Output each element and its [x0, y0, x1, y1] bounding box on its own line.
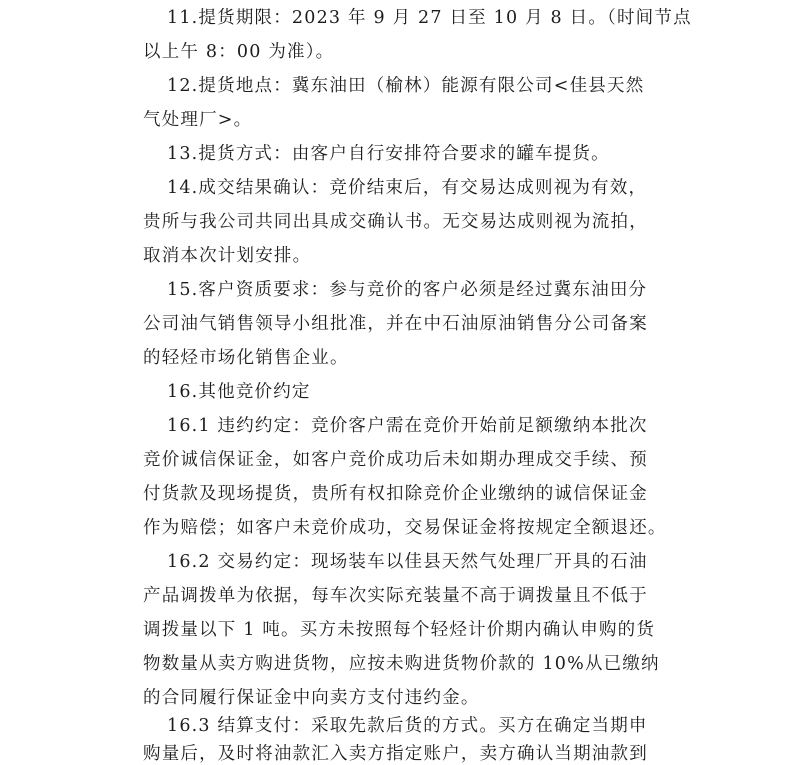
section-heading-16: 16.其他竞价约定 — [167, 382, 311, 402]
text-line-11-a: 11.提货期限：2023 年 9 月 27 日至 10 月 8 日。（时间节点 — [167, 8, 692, 28]
text-line-15-c: 的轻烃市场化销售企业。 — [143, 348, 349, 368]
text-line-16-2-c: 调拨量以下 1 吨。买方未按照每个轻烃计价期内确认申购的货 — [143, 620, 656, 640]
text-line-16-2-d: 物数量从卖方购进货物，应按未购进货物价款的 10%从已缴纳 — [143, 654, 660, 674]
text-line-13: 13.提货方式：由客户自行安排符合要求的罐车提货。 — [167, 144, 610, 164]
text-line-16-1-c: 付货款及现场提货，贵所有权扣除竞价企业缴纳的诚信保证金 — [143, 484, 648, 504]
text-line-14-a: 14.成交结果确认：竞价结束后，有交易达成则视为有效， — [167, 178, 648, 198]
text-line-11-b: 以上午 8：00 为准）。 — [143, 42, 335, 62]
text-line-15-a: 15.客户资质要求：参与竞价的客户必须是经过冀东油田分 — [167, 280, 648, 300]
text-line-16-1-a: 16.1 违约约定：竞价客户需在竞价开始前足额缴纳本批次 — [167, 416, 648, 436]
text-line-16-3-b: 购量后，及时将油款汇入卖方指定账户，卖方确认当期油款到 — [143, 744, 648, 764]
text-line-15-b: 公司油气销售领导小组批准，并在中石油原油销售分公司备案 — [143, 314, 648, 334]
text-line-12-b: 气处理厂>。 — [143, 110, 253, 130]
text-line-16-3-a: 16.3 结算支付：采取先款后货的方式。买方在确定当期申 — [167, 716, 648, 736]
text-line-16-2-e: 的合同履行保证金中向卖方支付违约金。 — [143, 688, 480, 708]
text-line-16-1-b: 竞价诚信保证金，如客户竞价成功后未如期办理成交手续、预 — [143, 450, 648, 470]
text-line-16-2-a: 16.2 交易约定：现场装车以佳县天然气处理厂开具的石油 — [167, 552, 648, 572]
text-line-16-1-d: 作为赔偿；如客户未竞价成功，交易保证金将按规定全额退还。 — [143, 518, 667, 538]
text-line-12-a: 12.提货地点：冀东油田（榆林）能源有限公司<佳县天然 — [167, 76, 645, 96]
text-line-14-b: 贵所与我公司共同出具成交确认书。无交易达成则视为流拍， — [143, 212, 648, 232]
text-line-16-2-b: 产品调拨单为依据，每车次实际充装量不高于调拨量且不低于 — [143, 586, 648, 606]
text-line-14-c: 取消本次计划安排。 — [143, 246, 312, 266]
